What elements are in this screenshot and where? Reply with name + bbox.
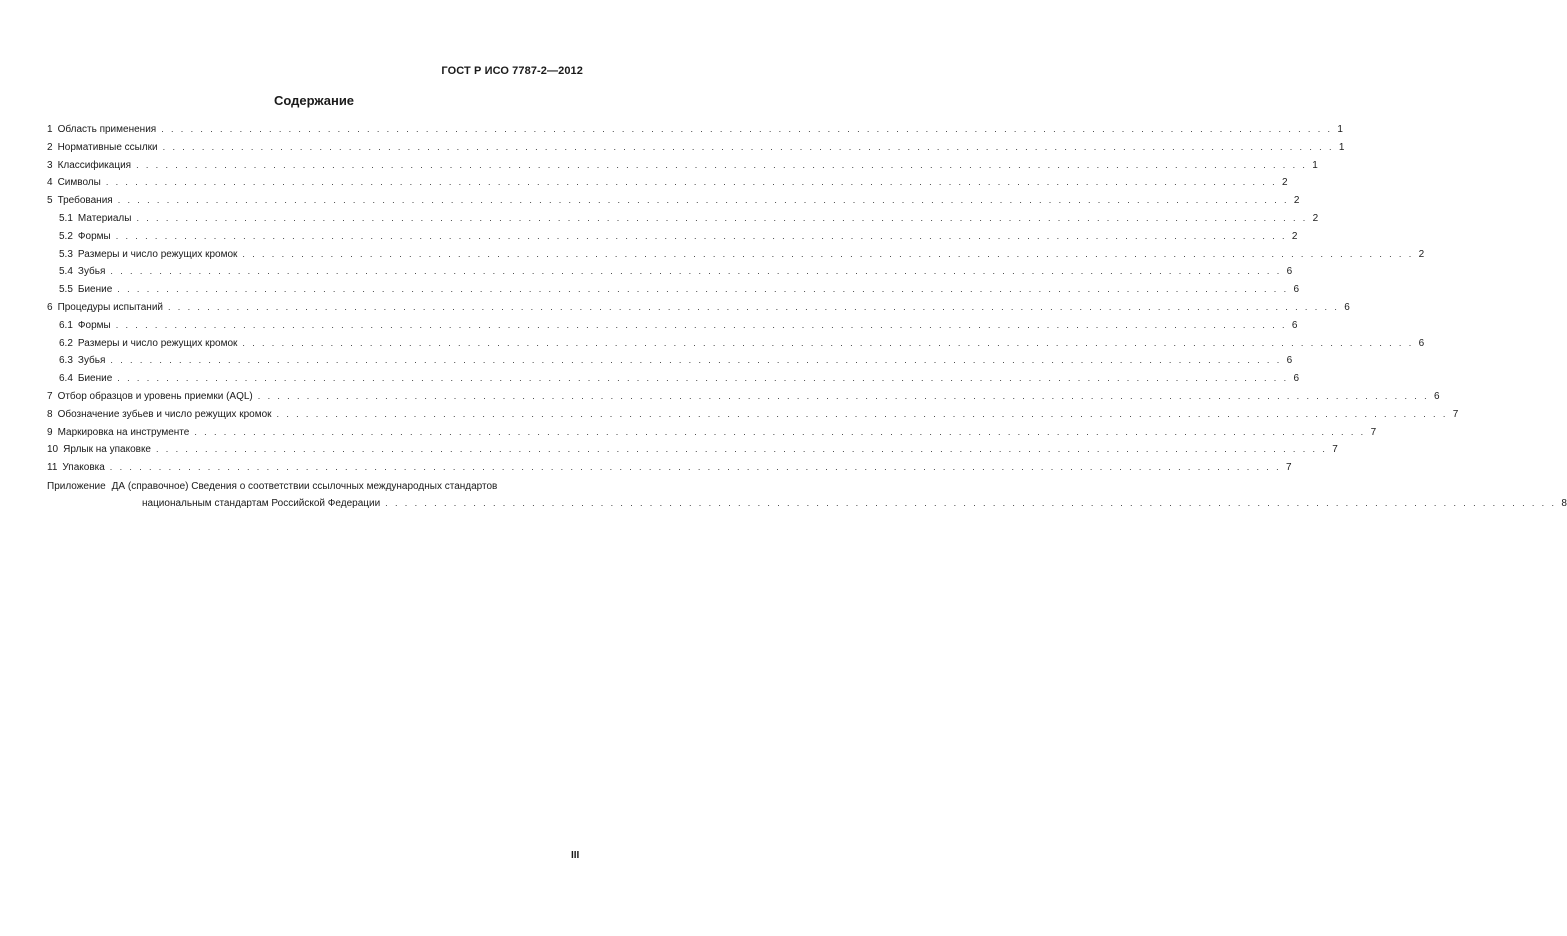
- dot-leader: . . . . . . . . . . . . . . . . . . . . . . . . . . . . . . . . . . . . . . . . . . . . . . . . . . . . . . . . . . . . . . . . . . . . . . . . . . . . . . . . . . . . . . . . . . . . . . . . . . . . . . . . . . . . . . . . . . . . . . . .: [136, 159, 1308, 170]
- toc-entry-title: Процедуры испытаний: [57, 301, 163, 313]
- toc-entry-title: Нормативные ссылки: [57, 141, 158, 153]
- dot-leader: . . . . . . . . . . . . . . . . . . . . . . . . . . . . . . . . . . . . . . . . . . . . . . . . . . . . . . . . . . . . . . . . . . . . . . . . . . . . . . . . . . . . . . . . . . . . . . . . . . . . . . . . . . . . . . . . . . . . . . . .: [110, 266, 1282, 277]
- dot-leader: . . . . . . . . . . . . . . . . . . . . . . . . . . . . . . . . . . . . . . . . . . . . . . . . . . . . . . . . . . . . . . . . . . . . . . . . . . . . . . . . . . . . . . . . . . . . . . . . . . . . . . . . . . . . . . . . . . . . . . . .: [385, 497, 1557, 508]
- toc-entry-label: [47, 157, 131, 175]
- dot-leader: . . . . . . . . . . . . . . . . . . . . . . . . . . . . . . . . . . . . . . . . . . . . . . . . . . . . . . . . . . . . . . . . . . . . . . . . . . . . . . . . . . . . . . . . . . . . . . . . . . . . . . . . . . . . . . . . . . . . . . . .: [168, 301, 1340, 312]
- toc-entry-number: 5: [47, 195, 53, 207]
- toc-entry[interactable]: [47, 406, 1459, 424]
- toc-entry-page: 6: [1286, 266, 1293, 278]
- toc-entry-label: [59, 228, 111, 246]
- toc-title: Содержание: [273, 93, 355, 108]
- toc-entry-number: 2: [47, 141, 53, 153]
- toc-entry[interactable]: [47, 228, 1298, 246]
- toc-entry-title: Зубья: [77, 266, 106, 278]
- appendix-title-line-2: национальным стандартам Российской Федерации: [142, 497, 381, 509]
- toc-entry-page: 2: [1293, 195, 1300, 207]
- toc-entry-label: [59, 263, 105, 281]
- appendix-title-line-1: ДА (справочное) Сведения о соответствии ссылочных международных стандартов: [111, 480, 498, 492]
- toc-entry-label: [59, 210, 131, 228]
- toc-entry-label: [59, 335, 237, 353]
- dot-leader: . . . . . . . . . . . . . . . . . . . . . . . . . . . . . . . . . . . . . . . . . . . . . . . . . . . . . . . . . . . . . . . . . . . . . . . . . . . . . . . . . . . . . . . . . . . . . . . . . . . . . . . . . . . . . . . . . . . . . . . .: [117, 284, 1289, 295]
- toc-entry-title: Биение: [77, 284, 113, 296]
- dot-leader: . . . . . . . . . . . . . . . . . . . . . . . . . . . . . . . . . . . . . . . . . . . . . . . . . . . . . . . . . . . . . . . . . . . . . . . . . . . . . . . . . . . . . . . . . . . . . . . . . . . . . . . . . . . . . . . . . . . . . . . .: [276, 408, 1448, 419]
- dot-leader: . . . . . . . . . . . . . . . . . . . . . . . . . . . . . . . . . . . . . . . . . . . . . . . . . . . . . . . . . . . . . . . . . . . . . . . . . . . . . . . . . . . . . . . . . . . . . . . . . . . . . . . . . . . . . . . . . . . . . . . .: [161, 124, 1333, 134]
- toc-entry-number: 5.5: [59, 284, 73, 296]
- toc-entry-page: 1: [1337, 124, 1343, 135]
- toc-entry-title: Формы: [77, 230, 111, 242]
- toc-entry-number: 10: [47, 444, 59, 456]
- toc-entry-label: [47, 121, 156, 139]
- toc-entry-page: 6: [1286, 355, 1293, 367]
- toc-entry[interactable]: [47, 246, 1425, 264]
- toc-entry[interactable]: [47, 424, 1377, 442]
- toc-entry-page: 2: [1418, 248, 1425, 260]
- toc-entry-title: Формы: [77, 319, 111, 331]
- toc-entry-title: Область применения: [57, 124, 157, 135]
- toc-entry-number: 11: [47, 462, 58, 474]
- toc-entry-number: 8: [47, 408, 53, 420]
- dot-leader: . . . . . . . . . . . . . . . . . . . . . . . . . . . . . . . . . . . . . . . . . . . . . . . . . . . . . . . . . . . . . . . . . . . . . . . . . . . . . . . . . . . . . . . . . . . . . . . . . . . . . . . . . . . . . . . . . . . . . . . .: [242, 248, 1414, 259]
- appendix-word: Приложение: [47, 480, 106, 492]
- dot-leader: . . . . . . . . . . . . . . . . . . . . . . . . . . . . . . . . . . . . . . . . . . . . . . . . . . . . . . . . . . . . . . . . . . . . . . . . . . . . . . . . . . . . . . . . . . . . . . . . . . . . . . . . . . . . . . . . . . . . . . . .: [156, 444, 1328, 455]
- toc-entry-title: Символы: [57, 177, 101, 189]
- toc-entry-label: [47, 424, 189, 442]
- toc-entry-label: [59, 370, 112, 388]
- toc-entry-title: Обозначение зубьев и число режущих кромок: [57, 408, 272, 420]
- toc-entry[interactable]: [47, 139, 1345, 157]
- toc-entry-number: 6: [47, 301, 53, 313]
- toc-entry-number: 5.2: [59, 230, 73, 242]
- toc-entry-page: 2: [1291, 230, 1298, 242]
- toc-entry-number: 1: [47, 124, 53, 135]
- toc-entry-title: Зубья: [77, 355, 106, 367]
- toc-entry-number: 4: [47, 177, 53, 189]
- toc-entry-number: 6.2: [59, 337, 73, 349]
- appendix-page-number: 8: [1561, 497, 1567, 509]
- toc-entry[interactable]: [47, 299, 1350, 317]
- toc-entry[interactable]: [47, 157, 1318, 175]
- toc-entry-page: 7: [1286, 462, 1292, 474]
- toc-entry-label: [59, 352, 105, 370]
- toc-entry-page: 6: [1293, 284, 1300, 296]
- toc-entry-title: Отбор образцов и уровень приемки (AQL): [57, 390, 253, 402]
- toc-entry[interactable]: [47, 174, 1288, 192]
- toc-entry-number: 3: [47, 159, 53, 171]
- dot-leader: . . . . . . . . . . . . . . . . . . . . . . . . . . . . . . . . . . . . . . . . . . . . . . . . . . . . . . . . . . . . . . . . . . . . . . . . . . . . . . . . . . . . . . . . . . . . . . . . . . . . . . . . . . . . . . . . . . . . . . . .: [109, 462, 1282, 473]
- toc-entry-label: [47, 459, 105, 477]
- toc-entry-page: 7: [1332, 444, 1338, 456]
- toc-entry-page: 6: [1418, 337, 1425, 349]
- dot-leader: . . . . . . . . . . . . . . . . . . . . . . . . . . . . . . . . . . . . . . . . . . . . . . . . . . . . . . . . . . . . . . . . . . . . . . . . . . . . . . . . . . . . . . . . . . . . . . . . . . . . . . . . . . . . . . . . . . . . . . . .: [117, 373, 1289, 384]
- dot-leader: . . . . . . . . . . . . . . . . . . . . . . . . . . . . . . . . . . . . . . . . . . . . . . . . . . . . . . . . . . . . . . . . . . . . . . . . . . . . . . . . . . . . . . . . . . . . . . . . . . . . . . . . . . . . . . . . . . . . . . . .: [110, 355, 1282, 366]
- toc-entry[interactable]: [47, 210, 1319, 228]
- toc-entry[interactable]: [47, 352, 1293, 370]
- toc-entry-label: [59, 246, 237, 264]
- toc-entry-label: [47, 139, 158, 157]
- toc-entries: [47, 121, 1459, 477]
- toc-entry-title: Упаковка: [62, 462, 105, 474]
- toc-entry-page: 6: [1291, 319, 1298, 331]
- toc-entry[interactable]: [47, 281, 1300, 299]
- toc-entry[interactable]: [47, 335, 1425, 353]
- toc-entry[interactable]: [47, 263, 1293, 281]
- toc-entry-title: Размеры и число режущих кромок: [77, 248, 238, 260]
- toc-entry-label: [59, 317, 111, 335]
- toc-entry-title: Классификация: [57, 159, 132, 171]
- toc-entry[interactable]: [47, 459, 1292, 477]
- toc-entry-page: 6: [1293, 373, 1300, 385]
- toc-entry-label: [47, 406, 272, 424]
- toc-entry-title: Материалы: [77, 212, 132, 224]
- toc-entry-number: 7: [47, 390, 53, 402]
- toc-entry-page: 1: [1312, 159, 1318, 171]
- toc-entry-number: 5.1: [59, 212, 73, 224]
- toc-entry-label: [47, 441, 151, 459]
- toc-entry-number: 6.4: [59, 373, 73, 385]
- dot-leader: . . . . . . . . . . . . . . . . . . . . . . . . . . . . . . . . . . . . . . . . . . . . . . . . . . . . . . . . . . . . . . . . . . . . . . . . . . . . . . . . . . . . . . . . . . . . . . . . . . . . . . . . . . . . . . . . . . . . . . . .: [117, 195, 1289, 206]
- toc-entry-page: 2: [1312, 212, 1319, 224]
- toc-entry-number: 5.3: [59, 248, 73, 260]
- toc-appendix-entry[interactable]: [47, 479, 1567, 511]
- appendix-line-1: [47, 479, 583, 495]
- toc-entry[interactable]: [47, 192, 1300, 210]
- dot-leader: . . . . . . . . . . . . . . . . . . . . . . . . . . . . . . . . . . . . . . . . . . . . . . . . . . . . . . . . . . . . . . . . . . . . . . . . . . . . . . . . . . . . . . . . . . . . . . . . . . . . . . . . . . . . . . . . . . . . . . . .: [162, 141, 1334, 152]
- table-of-contents: [47, 121, 1567, 511]
- dot-leader: . . . . . . . . . . . . . . . . . . . . . . . . . . . . . . . . . . . . . . . . . . . . . . . . . . . . . . . . . . . . . . . . . . . . . . . . . . . . . . . . . . . . . . . . . . . . . . . . . . . . . . . . . . . . . . . . . . . . . . . .: [105, 177, 1278, 188]
- document-code: ГОСТ Р ИСО 7787-2—2012: [441, 65, 583, 77]
- toc-entry-number: 6.3: [59, 355, 73, 367]
- dot-leader: . . . . . . . . . . . . . . . . . . . . . . . . . . . . . . . . . . . . . . . . . . . . . . . . . . . . . . . . . . . . . . . . . . . . . . . . . . . . . . . . . . . . . . . . . . . . . . . . . . . . . . . . . . . . . . . . . . . . . . . .: [242, 337, 1414, 348]
- toc-entry-page: 2: [1282, 177, 1288, 189]
- dot-leader: . . . . . . . . . . . . . . . . . . . . . . . . . . . . . . . . . . . . . . . . . . . . . . . . . . . . . . . . . . . . . . . . . . . . . . . . . . . . . . . . . . . . . . . . . . . . . . . . . . . . . . . . . . . . . . . . . . . . . . . .: [194, 426, 1366, 437]
- page-number: III: [571, 850, 580, 861]
- toc-entry-label: [59, 281, 112, 299]
- toc-entry[interactable]: [47, 370, 1300, 388]
- toc-entry-label: [47, 299, 163, 317]
- toc-entry-page: 6: [1433, 390, 1440, 402]
- toc-entry[interactable]: [47, 441, 1338, 459]
- dot-leader: . . . . . . . . . . . . . . . . . . . . . . . . . . . . . . . . . . . . . . . . . . . . . . . . . . . . . . . . . . . . . . . . . . . . . . . . . . . . . . . . . . . . . . . . . . . . . . . . . . . . . . . . . . . . . . . . . . . . . . . .: [115, 319, 1287, 330]
- toc-entry-title: Маркировка на инструменте: [57, 426, 190, 438]
- toc-entry-number: 9: [47, 426, 53, 438]
- toc-entry-title: Размеры и число режущих кромок: [77, 337, 238, 349]
- toc-entry[interactable]: [47, 317, 1298, 335]
- dot-leader: . . . . . . . . . . . . . . . . . . . . . . . . . . . . . . . . . . . . . . . . . . . . . . . . . . . . . . . . . . . . . . . . . . . . . . . . . . . . . . . . . . . . . . . . . . . . . . . . . . . . . . . . . . . . . . . . . . . . . . . .: [115, 230, 1287, 241]
- toc-entry-page: 7: [1370, 426, 1377, 438]
- toc-entry-page: 1: [1338, 141, 1345, 153]
- toc-entry-page: 6: [1344, 301, 1350, 313]
- dot-leader: . . . . . . . . . . . . . . . . . . . . . . . . . . . . . . . . . . . . . . . . . . . . . . . . . . . . . . . . . . . . . . . . . . . . . . . . . . . . . . . . . . . . . . . . . . . . . . . . . . . . . . . . . . . . . . . . . . . . . . . .: [257, 390, 1429, 401]
- toc-entry-number: 6.1: [59, 319, 73, 331]
- toc-entry[interactable]: [47, 121, 1343, 139]
- toc-entry-label: [47, 174, 101, 192]
- toc-entry-title: Ярлык на упаковке: [63, 444, 151, 456]
- toc-entry-label: [47, 388, 253, 406]
- toc-entry[interactable]: [47, 388, 1440, 406]
- toc-entry-title: Требования: [57, 195, 113, 207]
- toc-entry-number: 5.4: [59, 266, 73, 278]
- toc-entry-label: [47, 192, 113, 210]
- toc-entry-page: 7: [1452, 408, 1459, 420]
- toc-entry-title: Биение: [77, 373, 113, 385]
- dot-leader: . . . . . . . . . . . . . . . . . . . . . . . . . . . . . . . . . . . . . . . . . . . . . . . . . . . . . . . . . . . . . . . . . . . . . . . . . . . . . . . . . . . . . . . . . . . . . . . . . . . . . . . . . . . . . . . . . . . . . . . .: [136, 212, 1308, 223]
- appendix-line-2: [47, 495, 1567, 511]
